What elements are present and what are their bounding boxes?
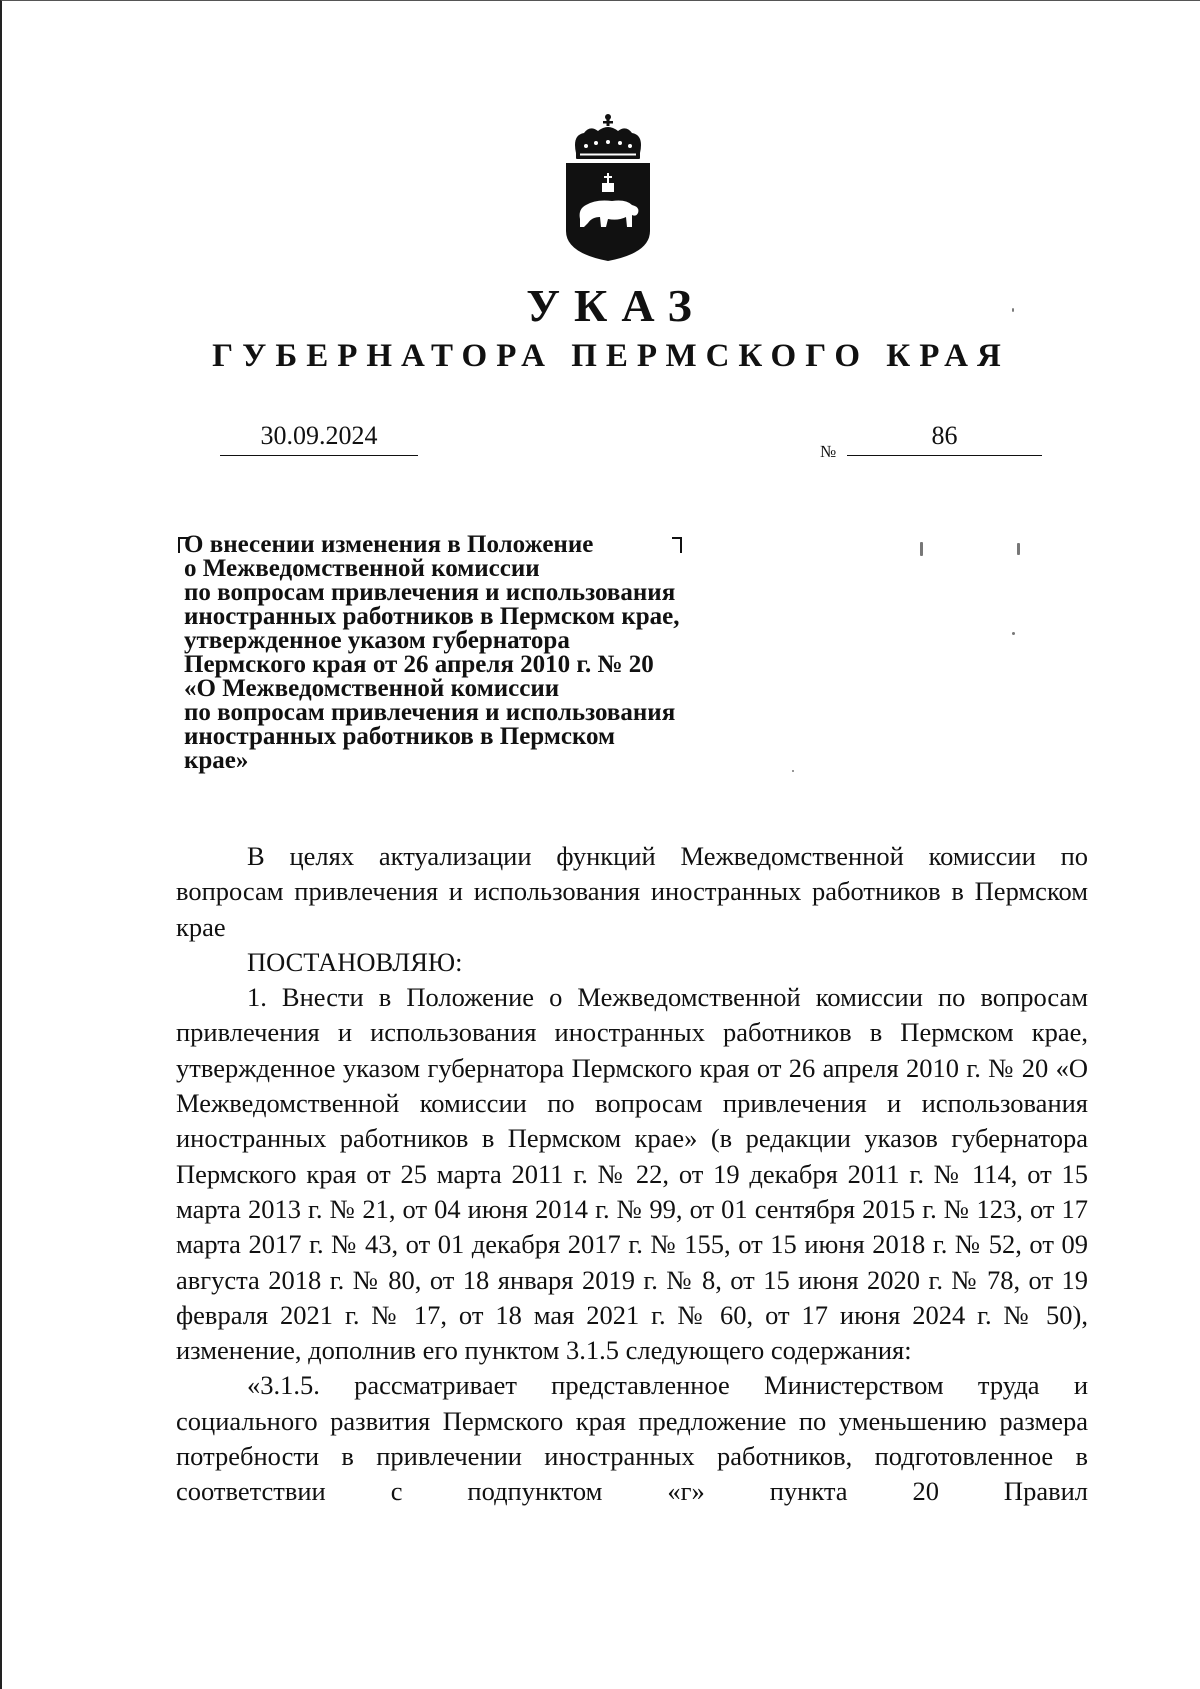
scan-speck (792, 770, 794, 772)
decree-word: ПОСТАНОВЛЯЮ: (247, 946, 463, 977)
subject-line: по вопросам привлечения и использования (184, 699, 676, 726)
item-3-1-5-paragraph: «3.1.5. рассматривает представленное Министерством труда и социального развития Пермского края предложение по уменьшению размера потребности в привлечении иностранных работников, подготовленное в соответствии с подпунктом «г» пункта 20 Правил (176, 1370, 1088, 1507)
intro-paragraph: В целях актуализации функций Межведомственной комиссии по вопросам привлечения и использования иностранных работников в Пермском крае (176, 841, 1088, 942)
subject-line: Пермского края от 26 апреля 2010 г. № 20 (184, 651, 654, 678)
document-body (176, 839, 1088, 1510)
subject-line: о Межведомственной комиссии (184, 555, 540, 582)
subject-line: иностранных работников в Пермском крае, (184, 603, 680, 630)
coat-of-arms-icon (562, 113, 654, 263)
subject-line: по вопросам привлечения и использования (184, 579, 676, 606)
scan-speck (920, 542, 923, 556)
document-title: УКАЗ (526, 280, 706, 331)
document-subtitle: ГУБЕРНАТОРА ПЕРМСКОГО КРАЯ (212, 338, 1010, 374)
subject-line: О внесении изменения в Положение (184, 531, 594, 558)
scan-speck (1012, 632, 1015, 635)
subject-line: «О Межведомственной комиссии (184, 675, 560, 702)
document-date: 30.09.2024 (220, 421, 418, 456)
subject-line: утвержденное указом губернатора (184, 627, 570, 654)
subject-line: иностранных работников в Пермском (184, 723, 616, 750)
document-number: 86 (847, 421, 1042, 456)
subject-line: крае» (184, 747, 249, 774)
scan-speck (1012, 308, 1014, 312)
number-sign: № (820, 442, 837, 461)
item-1-paragraph: 1. Внести в Положение о Межведомственной комиссии по вопросам привлечения и использования иностранных работников в Пермском крае, утвержденное указом губернатора Пермского края от 26 апреля 2010 г. № 20 «О Межведомственной комиссии по вопросам привлечения и использования иностранных работников в Пермском крае» (в редакции указов губернатора Пермского края от 25 марта 2011 г. № 22, от 19 декабря 2011 г. № 114, от 15 марта 2013 г. № 21, от 04 июня 2014 г. № 99, от 01 сентября 2015 г. № 123, от 17 марта 2017 г. № 43, от 01 декабря 2017 г. № 155, от 15 июня 2018 г. № 52, от 09 августа 2018 г. № 80, от 18 января 2019 г. № 8, от 15 июня 2020 г. № 78, от 19 февраля 2021 г. № 17, от 18 мая 2021 г. № 60, от 17 июня 2024 г. № 50), изменение, дополнив его пунктом 3.1.5 следующего содержания: (176, 982, 1088, 1366)
document-subject (184, 533, 784, 773)
scan-speck (1017, 543, 1020, 555)
